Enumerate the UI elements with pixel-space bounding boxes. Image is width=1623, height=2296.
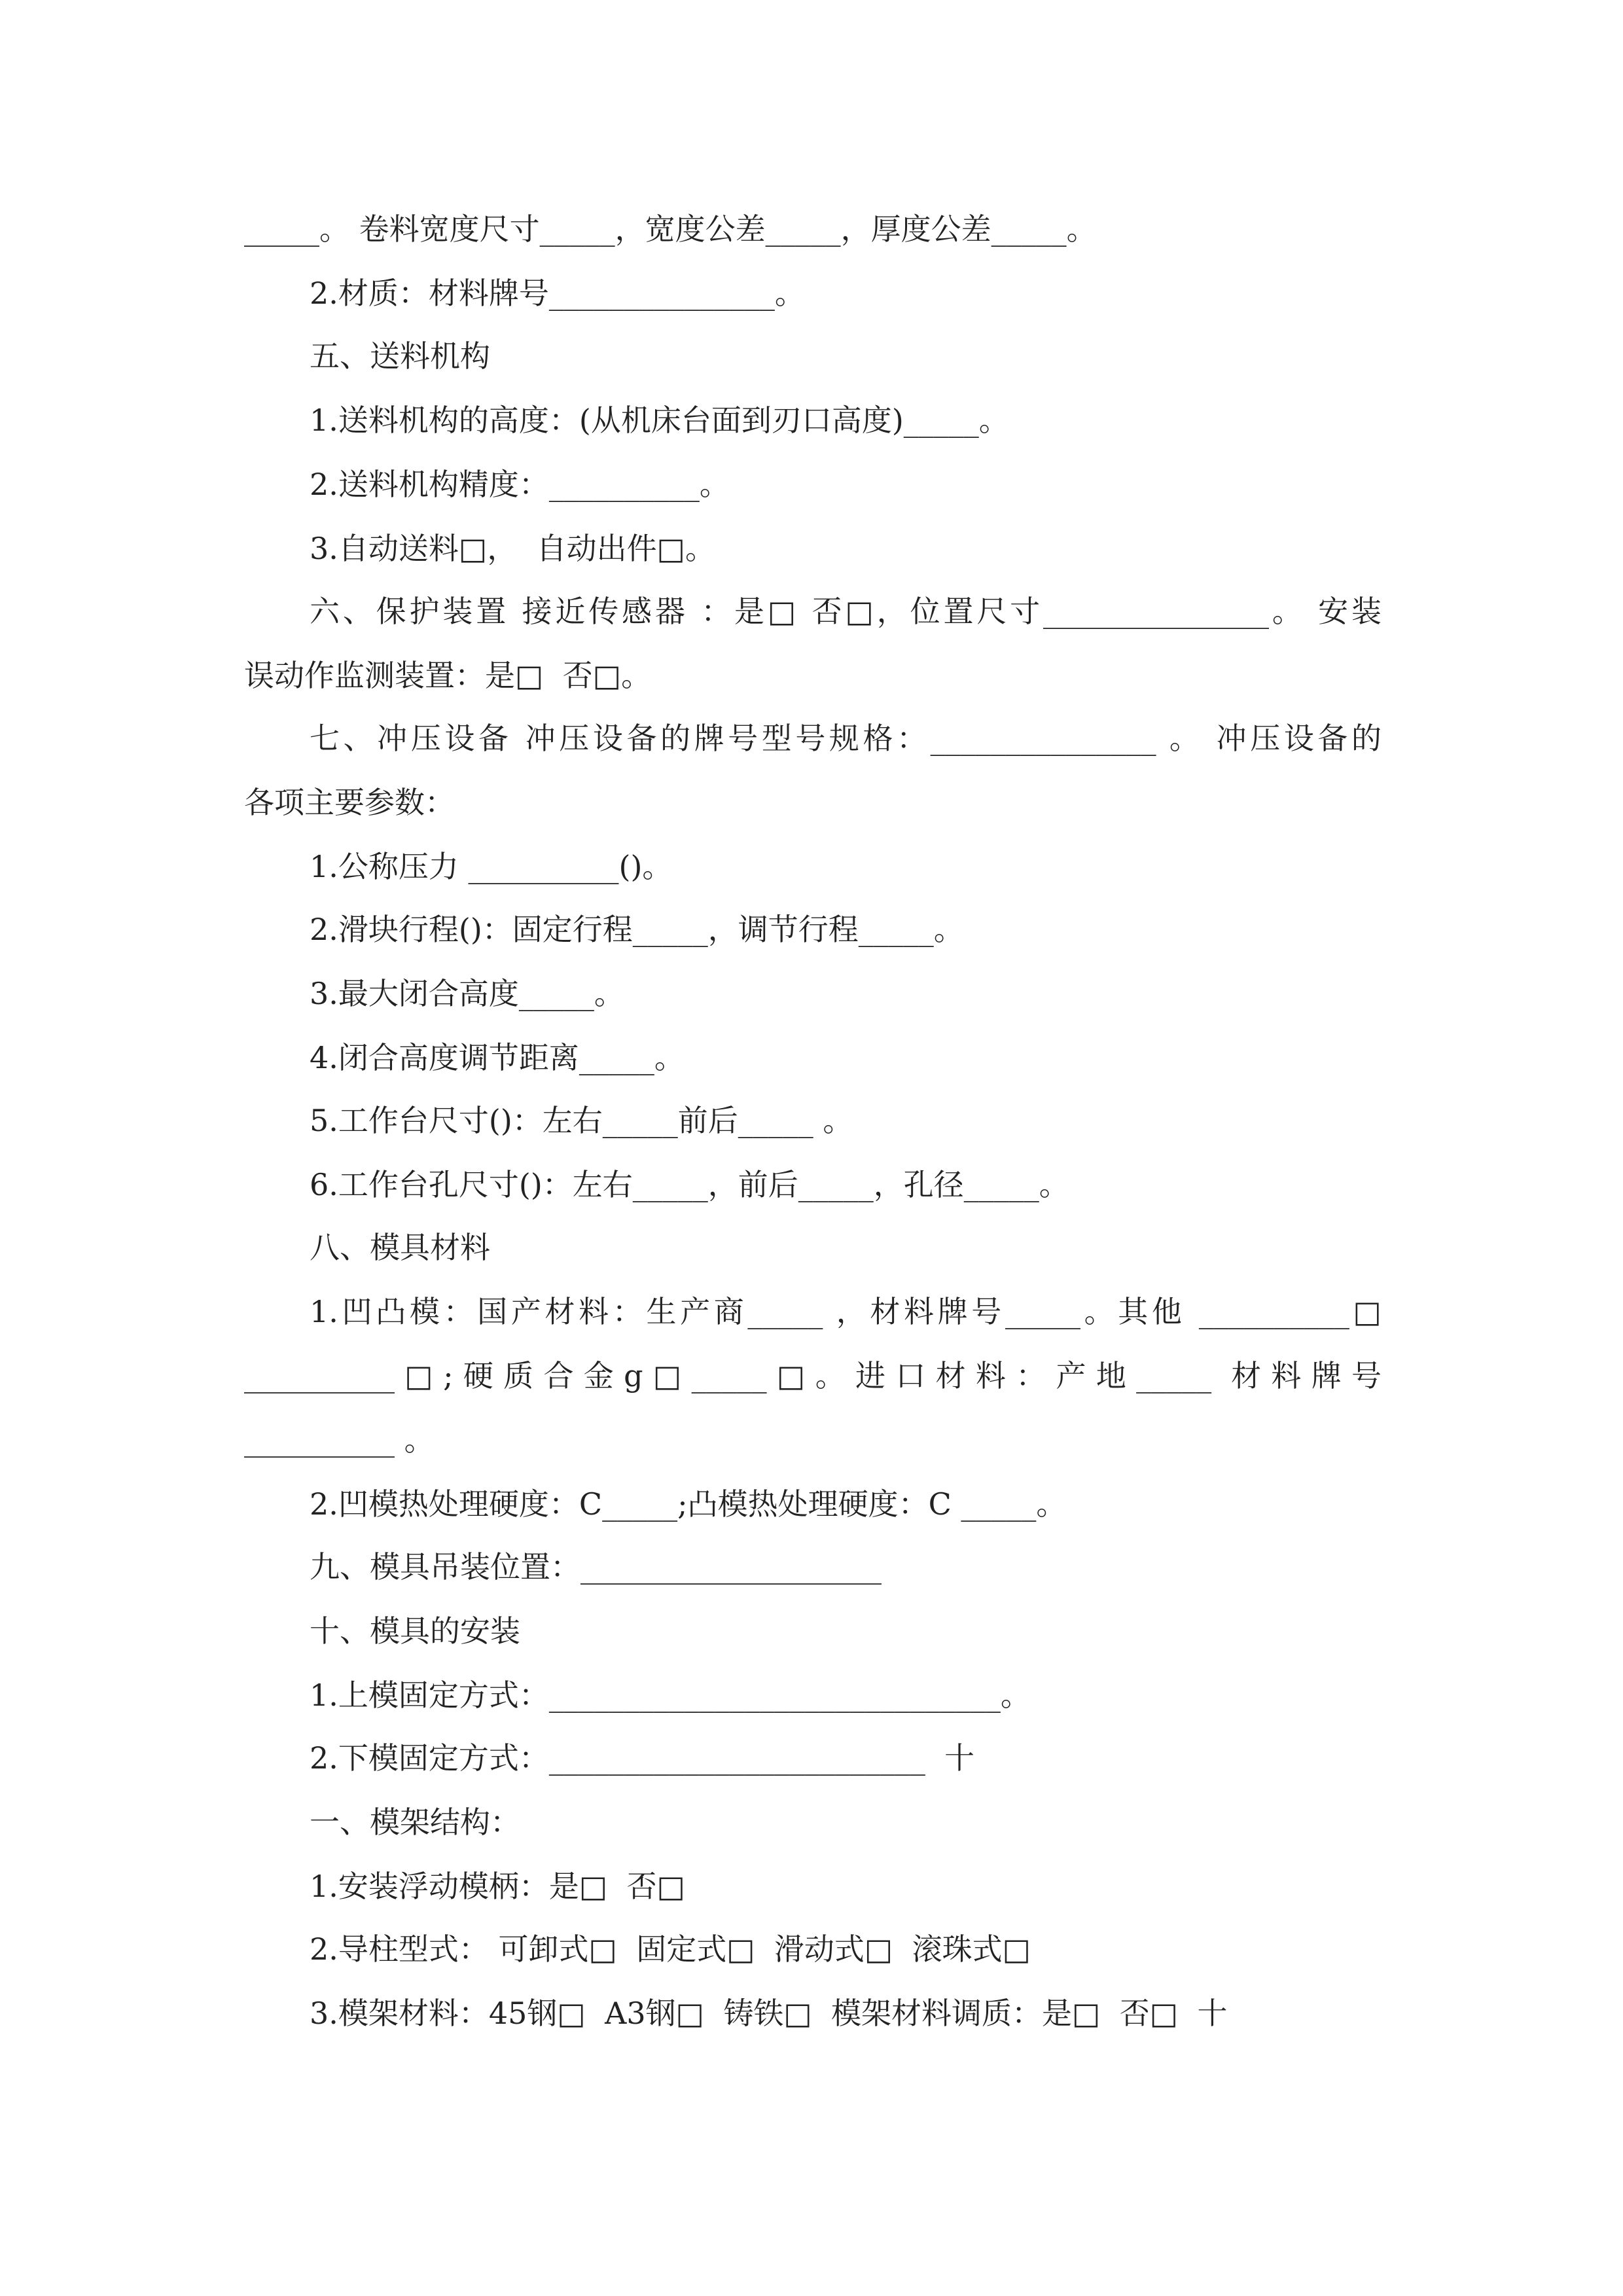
section-heading: 九、模具吊装位置：____________________: [310, 1549, 882, 1585]
text-line: _____。 卷料宽度尺寸_____，宽度公差_____，厚度公差_____。: [244, 211, 1097, 247]
text-line: 6.工作台孔尺寸()：左右_____，前后_____，孔径_____。: [310, 1167, 1069, 1202]
text-line: 3.模架材料：45钢□ A3钢□ 铸铁□ 模架材料调质：是□ 否□ 十: [310, 1996, 1228, 2031]
section-heading: 五、送料机构: [310, 338, 490, 374]
text-line: __________□;硬质合金g□_____□。进口材料：产地_____ 材料牌号: [244, 1358, 1382, 1393]
text-line: 1.公称压力 __________()。: [310, 849, 673, 884]
text-line: __________ 。: [244, 1422, 435, 1458]
text-line: 2.下模固定方式：_________________________ 十: [310, 1740, 975, 1776]
text-line: 2.导柱型式： 可卸式□ 固定式□ 滑动式□ 滚珠式□: [310, 1931, 1031, 1967]
text-line: 5.工作台尺寸()：左右_____前后_____ 。: [310, 1103, 853, 1138]
text-line: 2.送料机构精度：__________。: [310, 467, 730, 502]
text-line: 各项主要参数：: [244, 785, 455, 820]
section-heading: 八、模具材料: [310, 1230, 490, 1265]
text-line: 1.安装浮动模柄：是□ 否□: [310, 1869, 686, 1904]
text-line: 误动作监测装置：是□ 否□。: [244, 658, 652, 693]
text-line: 1.送料机构的高度：(从机床台面到刃口高度)_____。: [310, 403, 1009, 438]
text-line: 4.闭合高度调节距离_____。: [310, 1040, 685, 1075]
text-line: 1.凹凸模：国产材料：生产商_____ ，材料牌号_____。其他 __________□: [310, 1294, 1382, 1329]
text-line: 3.自动送料□， 自动出件□。: [310, 531, 716, 566]
text-line: 2.滑块行程()：固定行程_____，调节行程_____。: [310, 912, 964, 947]
section-heading: 十、模具的安装: [310, 1613, 520, 1649]
section-heading: 一、模架结构：: [310, 1804, 520, 1840]
text-line: 2.凹模热处理硬度：C_____;凸模热处理硬度：C _____。: [310, 1486, 1067, 1522]
text-line: 2.材质：材料牌号_______________。: [310, 276, 805, 311]
text-line: 3.最大闭合高度_____。: [310, 976, 624, 1011]
section-heading: 六、保护装置 接近传感器 ：是□ 否□，位置尺寸_______________。 安装: [310, 594, 1382, 629]
section-heading: 七、冲压设备 冲压设备的牌号型号规格：_______________ 。 冲压设备的: [310, 721, 1382, 756]
text-line: 1.上模固定方式：______________________________。: [310, 1677, 1031, 1713]
